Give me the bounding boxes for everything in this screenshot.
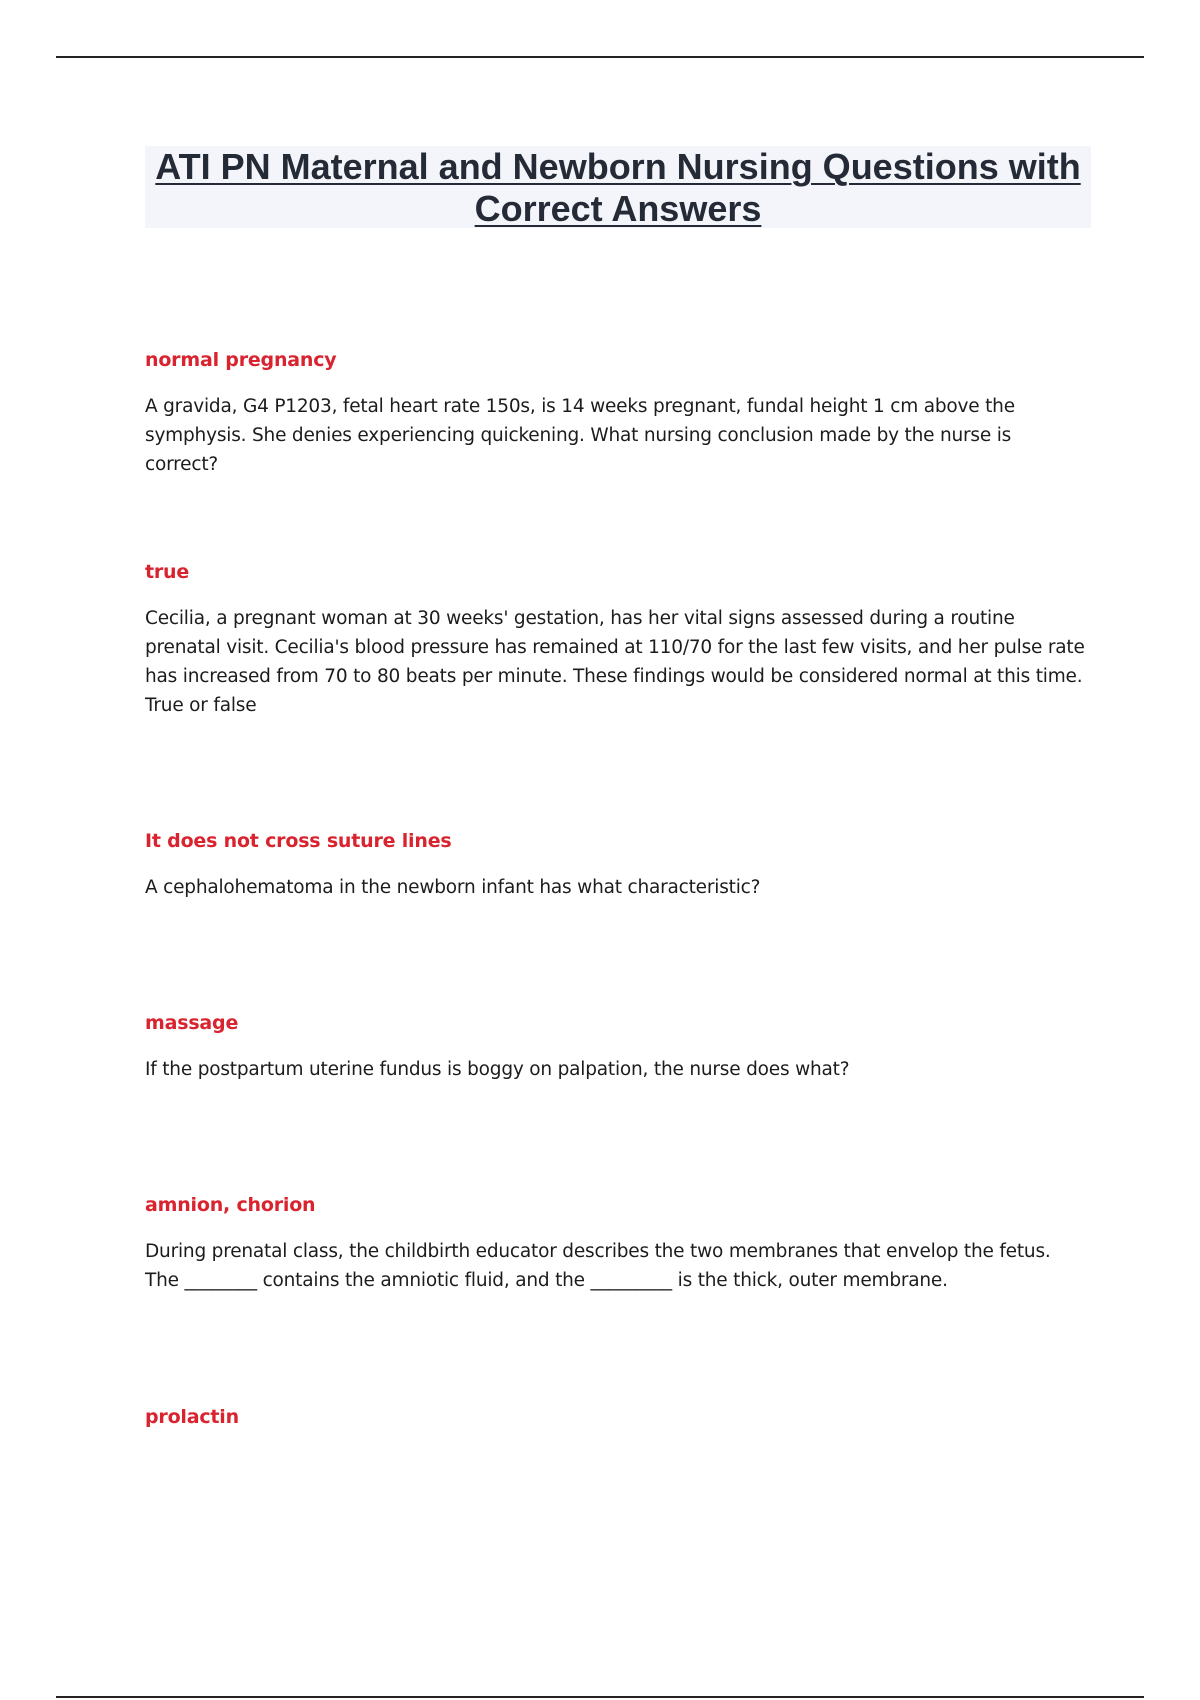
document-title: ATI PN Maternal and Newborn Nursing Questions with Correct Answers [155,146,1081,229]
answer-text: true [145,561,190,583]
qa-item [145,1193,1085,1295]
qa-item [145,829,1085,902]
qa-item [145,1405,1085,1429]
answer-text: It does not cross suture lines [145,830,452,852]
title-box [145,146,1091,228]
qa-item [145,348,1085,479]
answer-text: amnion, chorion [145,1194,316,1216]
question-text: A cephalohematoma in the newborn infant has what characteristic? [145,877,761,898]
question-text: A gravida, G4 P1203, fetal heart rate 150s, is 14 weeks pregnant, fundal height 1 cm above the symphysis. She denies experiencing quickening. What nursing conclusion made by the nurse is correct? [145,396,1015,475]
answer-text: prolactin [145,1406,239,1428]
bottom-rule [56,1696,1144,1698]
question-text: If the postpartum uterine fundus is boggy on palpation, the nurse does what? [145,1059,850,1080]
answer-text: normal pregnancy [145,349,337,371]
qa-item [145,1011,1085,1084]
qa-item [145,560,1085,720]
top-rule [56,56,1144,58]
question-text: Cecilia, a pregnant woman at 30 weeks' gestation, has her vital signs assessed during a routine prenatal visit. Cecilia's blood pressure has remained at 110/70 for the last few visits, and her pulse rate has increased from 70 to 80 beats per minute. These findings would be considered normal at this time. True or false [145,608,1085,716]
answer-text: massage [145,1012,239,1034]
question-text: During prenatal class, the childbirth educator describes the two membranes that envelop the fetus. The ________ contains the amniotic fluid, and the _________ is the thick, outer membrane. [145,1241,1051,1291]
